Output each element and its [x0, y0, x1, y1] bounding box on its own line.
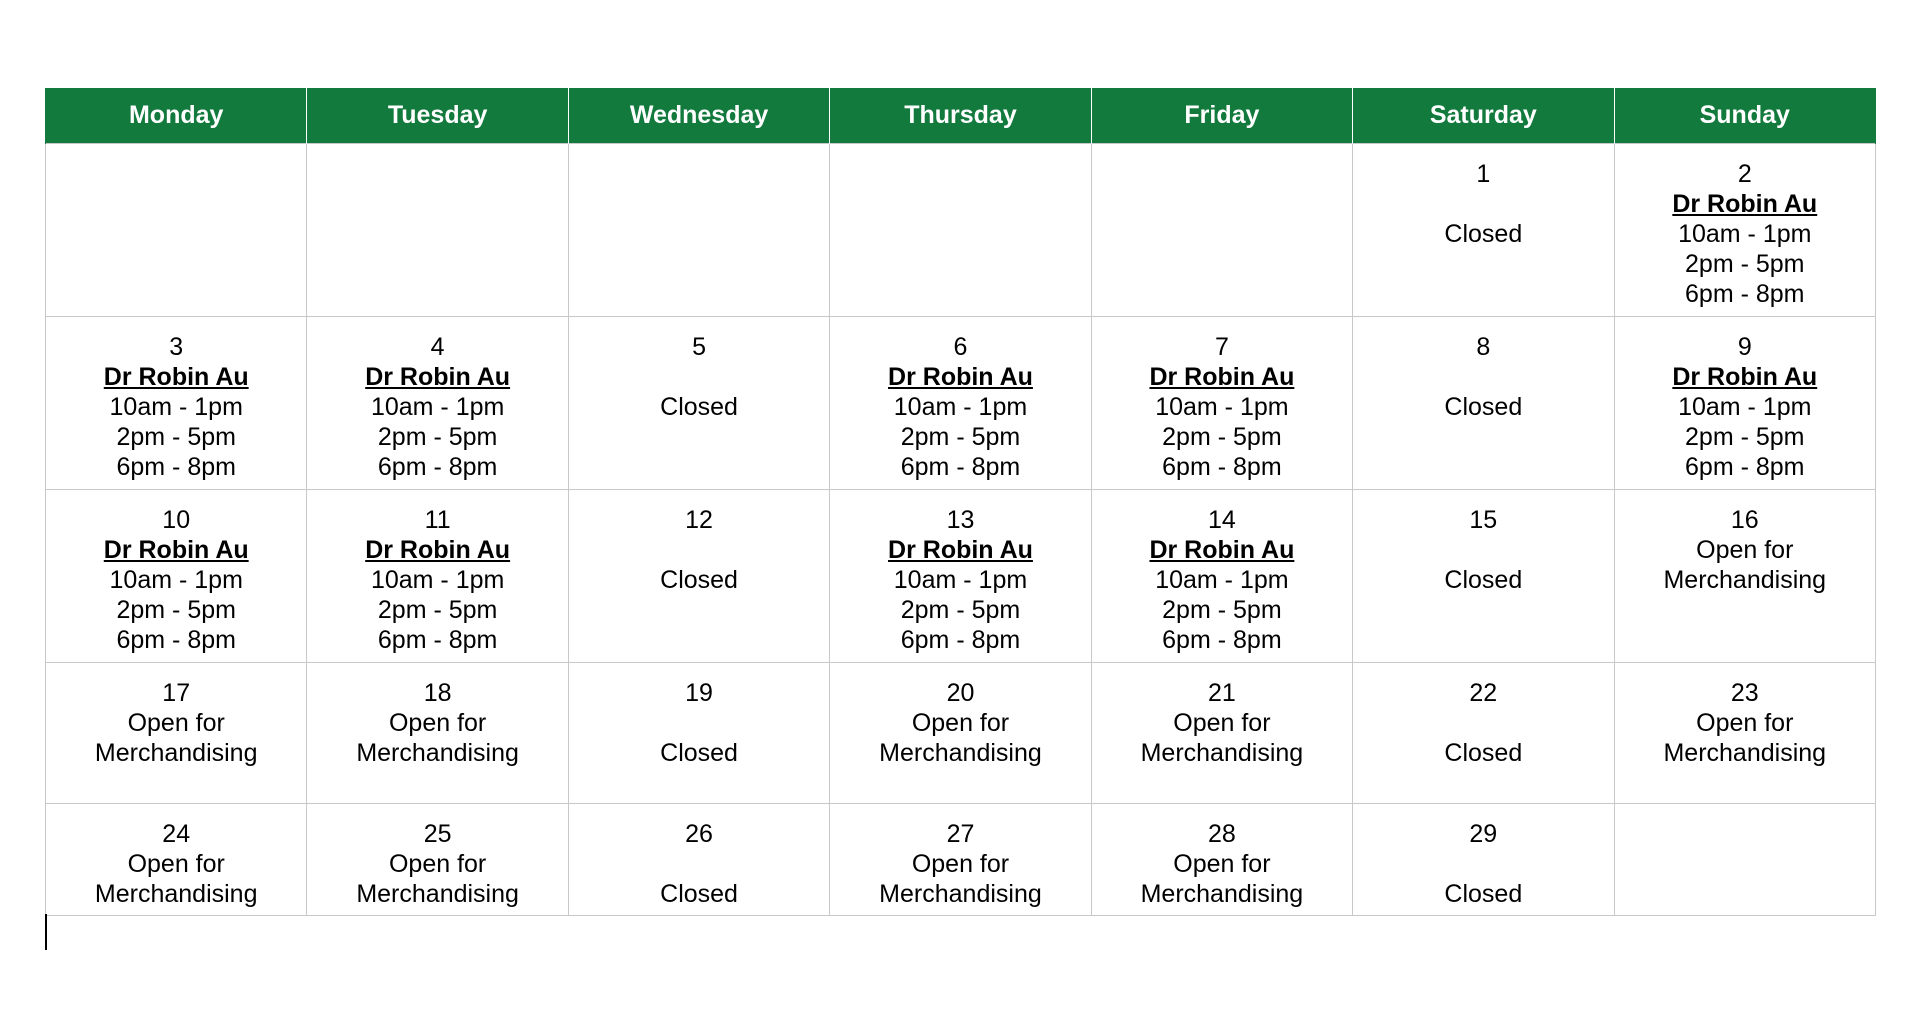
- day-note: Open for: [911, 850, 1010, 878]
- day-cell[interactable]: [46, 804, 307, 916]
- day-note: Merchandising: [879, 880, 1042, 908]
- day-note: Merchandising: [879, 739, 1042, 767]
- day-note: Open for: [388, 850, 487, 878]
- header-tuesday: Tuesday: [307, 88, 568, 144]
- day-number: 16: [1730, 506, 1759, 534]
- day-cell[interactable]: [830, 663, 1091, 804]
- spacer-line: [1357, 535, 1609, 565]
- day-note: 2pm - 5pm: [377, 596, 498, 624]
- week-row: [46, 663, 1876, 804]
- day-cell[interactable]: [568, 663, 829, 804]
- day-note: 2pm - 5pm: [900, 423, 1021, 451]
- day-cell[interactable]: [307, 144, 568, 317]
- day-cell[interactable]: [568, 144, 829, 317]
- doctor-name: Dr Robin Au: [1149, 536, 1295, 564]
- day-note: Closed: [660, 393, 738, 421]
- day-note: 6pm - 8pm: [1162, 453, 1282, 481]
- day-number: 7: [1214, 333, 1229, 361]
- spacer-line: [1357, 362, 1609, 392]
- day-note: 10am - 1pm: [370, 566, 505, 594]
- day-note: 6pm - 8pm: [116, 453, 236, 481]
- day-note: 2pm - 5pm: [1685, 423, 1805, 451]
- text-cursor: [45, 914, 47, 950]
- day-note: 2pm - 5pm: [1162, 596, 1282, 624]
- day-cell[interactable]: [46, 490, 307, 663]
- day-note: 2pm - 5pm: [116, 596, 236, 624]
- doctor-name: Dr Robin Au: [103, 536, 249, 564]
- day-number: [834, 159, 1086, 189]
- day-number: 19: [685, 679, 713, 707]
- day-note: 2pm - 5pm: [900, 596, 1021, 624]
- doctor-name: Dr Robin Au: [888, 536, 1033, 564]
- day-cell[interactable]: [1091, 663, 1352, 804]
- day-note: 10am - 1pm: [893, 566, 1028, 594]
- day-note: Open for: [1696, 709, 1794, 737]
- day-cell[interactable]: [1091, 490, 1352, 663]
- day-note: Closed: [1444, 566, 1523, 594]
- header-monday: Monday: [46, 88, 307, 144]
- day-note: Merchandising: [94, 739, 258, 767]
- doctor-name: Dr Robin Au: [1149, 363, 1295, 391]
- doctor-name: Dr Robin Au: [888, 363, 1033, 391]
- day-note: 10am - 1pm: [370, 393, 505, 421]
- day-number: 14: [1207, 506, 1236, 534]
- day-number: 24: [162, 820, 191, 848]
- day-number: [573, 159, 825, 189]
- day-note: 10am - 1pm: [109, 393, 243, 421]
- day-number: 20: [946, 679, 975, 707]
- day-number: 22: [1469, 679, 1498, 707]
- day-note: Merchandising: [1140, 739, 1304, 767]
- day-note: Merchandising: [1140, 880, 1304, 908]
- day-note: 10am - 1pm: [1678, 393, 1812, 421]
- day-note: 6pm - 8pm: [377, 626, 498, 654]
- day-note: Closed: [660, 566, 738, 594]
- day-cell[interactable]: [1091, 317, 1352, 490]
- day-cell[interactable]: [1614, 490, 1875, 663]
- day-number: 5: [692, 333, 706, 361]
- day-note: 2pm - 5pm: [1162, 423, 1282, 451]
- day-note: 6pm - 8pm: [116, 626, 236, 654]
- day-note: 10am - 1pm: [1155, 393, 1289, 421]
- day-cell[interactable]: [307, 490, 568, 663]
- day-note: Open for: [127, 709, 225, 737]
- calendar-body: [46, 144, 1876, 916]
- day-cell[interactable]: [568, 490, 829, 663]
- day-number: [1619, 819, 1871, 849]
- day-cell[interactable]: [830, 804, 1091, 916]
- week-row: [46, 144, 1876, 317]
- day-note: 6pm - 8pm: [1685, 453, 1805, 481]
- day-number: 8: [1476, 333, 1491, 361]
- day-note: Open for: [911, 709, 1010, 737]
- day-cell[interactable]: [46, 663, 307, 804]
- spacer-line: [1357, 708, 1609, 738]
- day-number: 9: [1737, 333, 1752, 361]
- spacer-line: [573, 362, 825, 392]
- day-cell[interactable]: [830, 317, 1091, 490]
- day-number: [50, 159, 302, 189]
- day-note: Closed: [660, 739, 738, 767]
- spacer-line: [1357, 849, 1609, 879]
- day-cell[interactable]: [1353, 663, 1614, 804]
- day-number: 27: [946, 820, 975, 848]
- day-number: 1: [1476, 160, 1491, 188]
- day-note: Closed: [1444, 739, 1523, 767]
- day-note: 6pm - 8pm: [900, 626, 1021, 654]
- day-note: Merchandising: [356, 739, 519, 767]
- day-number: 4: [430, 333, 445, 361]
- day-cell[interactable]: [1353, 317, 1614, 490]
- doctor-name: Dr Robin Au: [365, 536, 511, 564]
- day-number: 15: [1469, 506, 1498, 534]
- day-note: 10am - 1pm: [893, 393, 1028, 421]
- day-note: 2pm - 5pm: [116, 423, 236, 451]
- day-number: 28: [1207, 820, 1236, 848]
- doctor-name: Dr Robin Au: [1672, 363, 1818, 391]
- day-cell[interactable]: [1614, 144, 1875, 317]
- day-note: 10am - 1pm: [1678, 220, 1812, 248]
- day-cell[interactable]: [568, 804, 829, 916]
- day-cell[interactable]: [1353, 804, 1614, 916]
- day-number: 23: [1730, 679, 1759, 707]
- day-number: 6: [953, 333, 968, 361]
- day-note: Open for: [1173, 709, 1271, 737]
- day-number: 13: [946, 506, 975, 534]
- day-number: 2: [1737, 160, 1752, 188]
- day-note: Open for: [388, 709, 487, 737]
- day-cell[interactable]: [46, 317, 307, 490]
- day-cell[interactable]: [1614, 663, 1875, 804]
- day-cell[interactable]: [1091, 804, 1352, 916]
- day-note: 10am - 1pm: [109, 566, 243, 594]
- spacer-line: [573, 708, 825, 738]
- day-note: 10am - 1pm: [1155, 566, 1289, 594]
- doctor-name: Dr Robin Au: [365, 363, 511, 391]
- day-note: Open for: [1173, 850, 1271, 878]
- day-cell[interactable]: [1614, 317, 1875, 490]
- day-note: Merchandising: [1663, 566, 1827, 594]
- week-row: [46, 317, 1876, 490]
- day-number: 12: [685, 506, 713, 534]
- header-sunday: Sunday: [1614, 88, 1875, 144]
- day-note: Open for: [1696, 536, 1794, 564]
- day-number: 26: [685, 820, 713, 848]
- day-cell[interactable]: [1614, 804, 1875, 916]
- day-cell[interactable]: [307, 317, 568, 490]
- day-note: 6pm - 8pm: [377, 453, 498, 481]
- week-row: [46, 804, 1876, 916]
- day-note: Closed: [1444, 220, 1523, 248]
- day-note: Open for: [127, 850, 225, 878]
- day-number: 3: [169, 333, 184, 361]
- day-number: [311, 159, 563, 189]
- day-number: 25: [423, 820, 452, 848]
- day-note: 6pm - 8pm: [1685, 280, 1805, 308]
- day-cell[interactable]: [568, 317, 829, 490]
- day-cell[interactable]: [46, 144, 307, 317]
- day-note: Closed: [1444, 393, 1523, 421]
- header-friday: Friday: [1091, 88, 1352, 144]
- day-cell[interactable]: [307, 804, 568, 916]
- day-cell[interactable]: [1353, 490, 1614, 663]
- day-number: 10: [162, 506, 191, 534]
- day-note: 6pm - 8pm: [1162, 626, 1282, 654]
- header-wednesday: Wednesday: [568, 88, 829, 144]
- spacer-line: [573, 535, 825, 565]
- doctor-name: Dr Robin Au: [1672, 190, 1818, 218]
- day-number: 29: [1469, 820, 1498, 848]
- day-note: 6pm - 8pm: [900, 453, 1021, 481]
- day-note: Merchandising: [356, 880, 519, 908]
- calendar-header: [46, 88, 1876, 144]
- day-cell[interactable]: [1353, 144, 1614, 317]
- spacer-line: [573, 849, 825, 879]
- day-number: 18: [423, 679, 452, 707]
- day-number: 17: [162, 679, 191, 707]
- day-number: [1096, 159, 1348, 189]
- day-note: Merchandising: [94, 880, 258, 908]
- day-number: 21: [1207, 679, 1236, 707]
- day-note: Closed: [660, 880, 738, 908]
- doctor-name: Dr Robin Au: [103, 363, 249, 391]
- week-row: [46, 490, 1876, 663]
- spacer-line: [1357, 189, 1609, 219]
- day-cell[interactable]: [830, 144, 1091, 317]
- calendar-table: [45, 88, 1876, 916]
- day-cell[interactable]: [307, 663, 568, 804]
- header-thursday: Thursday: [830, 88, 1091, 144]
- day-number: 11: [424, 506, 451, 534]
- day-cell[interactable]: [1091, 144, 1352, 317]
- day-note: Closed: [1444, 880, 1523, 908]
- header-saturday: Saturday: [1353, 88, 1614, 144]
- header-row: [46, 88, 1876, 144]
- day-cell[interactable]: [830, 490, 1091, 663]
- day-note: Merchandising: [1663, 739, 1827, 767]
- day-note: 2pm - 5pm: [1685, 250, 1805, 278]
- day-note: 2pm - 5pm: [377, 423, 498, 451]
